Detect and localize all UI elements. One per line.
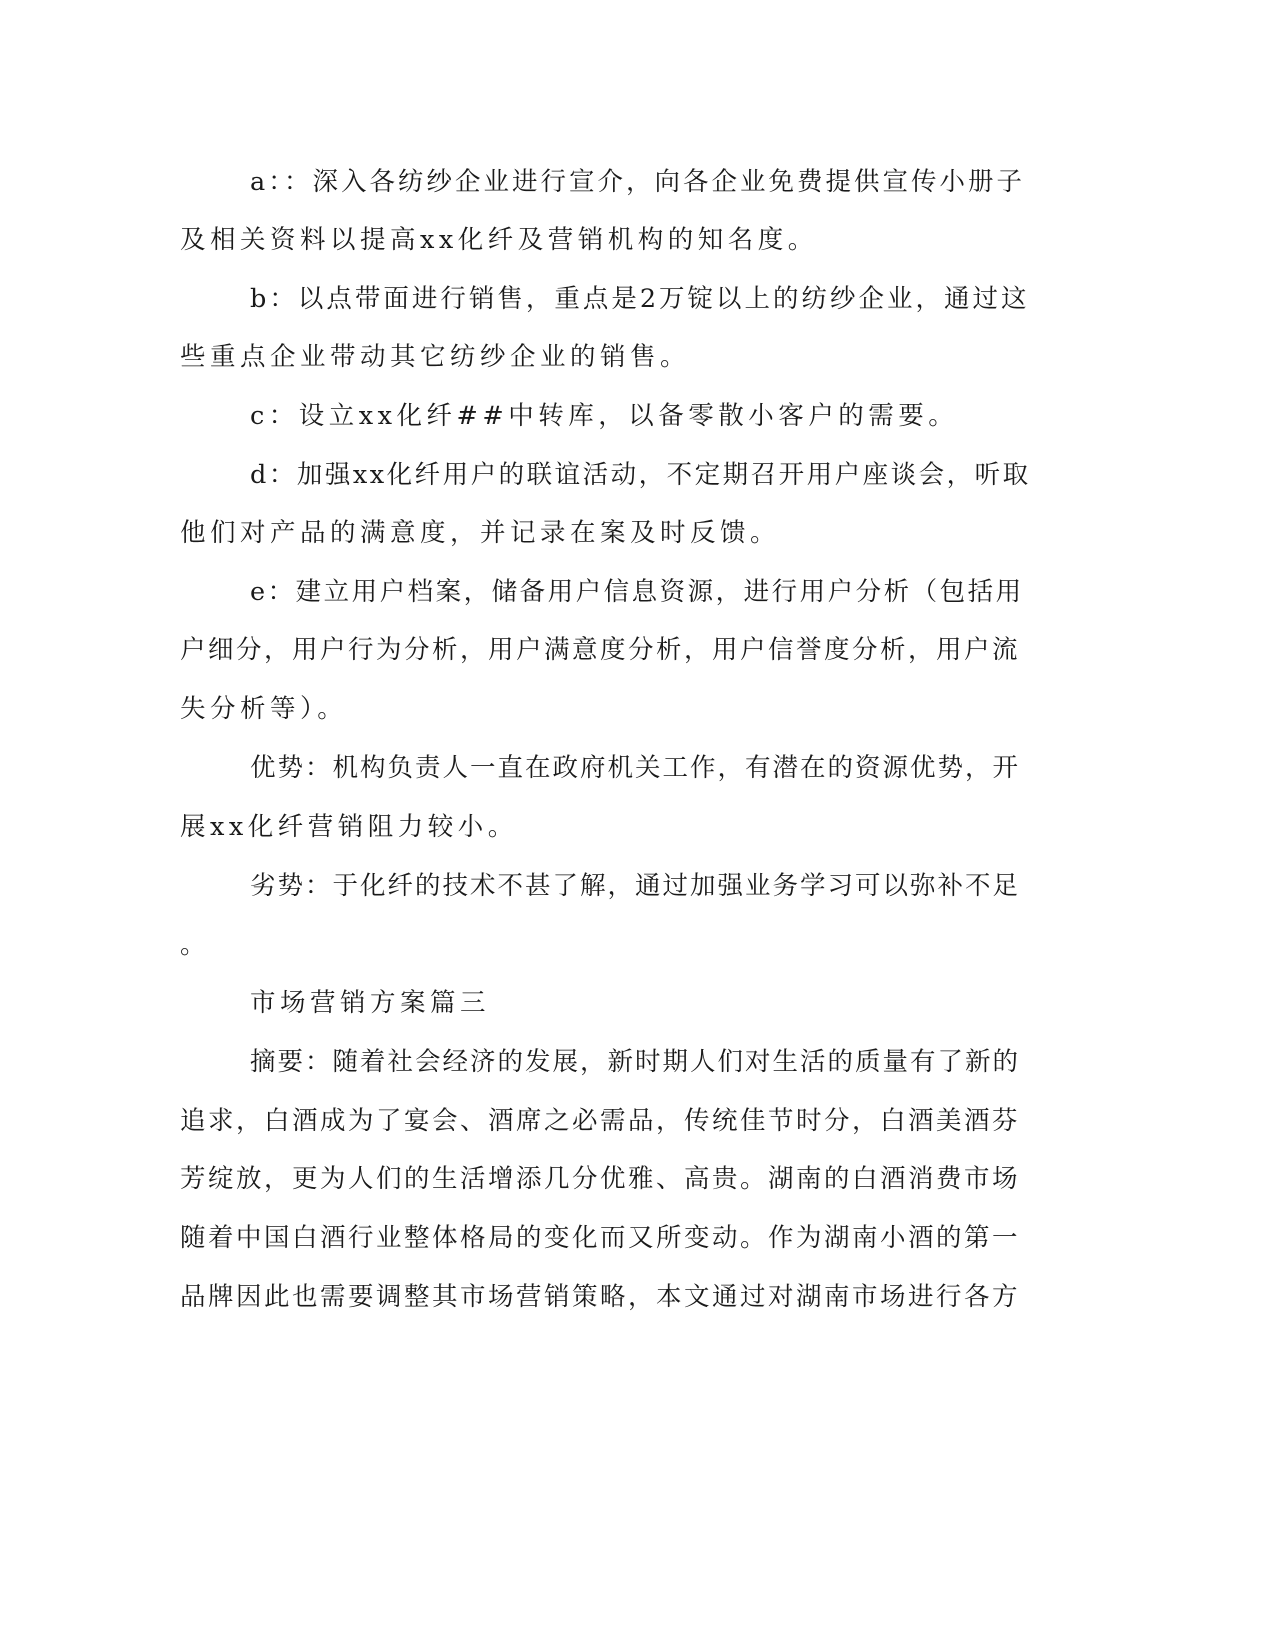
paragraph-abstract-line-2: 追求，白酒成为了宴会、酒席之必需品，传统佳节时分，白酒美酒芬 — [180, 1106, 1021, 1136]
paragraph-abstract-line-3: 芳绽放，更为人们的生活增添几分优雅、高贵。湖南的白酒消费市场 — [180, 1164, 1021, 1194]
paragraph-item-e-line-2: 户细分，用户行为分析，用户满意度分析，用户信誉度分析，用户流 — [180, 635, 1021, 665]
paragraph-item-d-line-2: 他们对产品的满意度，并记录在案及时反馈。 — [180, 518, 781, 548]
paragraph-strengths-line-1: 优势：机构负责人一直在政府机关工作，有潜在的资源优势，开 — [250, 753, 1021, 783]
paragraph-abstract-line-4: 随着中国白酒行业整体格局的变化而又所变动。作为湖南小酒的第一 — [180, 1223, 1021, 1253]
paragraph-item-a-line-1: a：：深入各纺纱企业进行宣介，向各企业免费提供宣传小册子 — [250, 167, 1025, 197]
paragraph-item-b-line-1: b：以点带面进行销售，重点是2万锭以上的纺纱企业，通过这 — [250, 284, 1030, 314]
section-heading: 市场营销方案篇三 — [250, 988, 491, 1018]
paragraph-item-e-line-1: e：建立用户档案，储备用户信息资源，进行用户分析（包括用 — [250, 577, 1024, 607]
paragraph-item-a-line-2: 及相关资料以提高xx化纤及营销机构的知名度。 — [180, 225, 818, 255]
paragraph-weaknesses-line-2: 。 — [180, 930, 211, 960]
paragraph-item-c-line-1: c：设立xx化纤##中转库，以备零散小客户的需要。 — [250, 401, 959, 431]
paragraph-strengths-line-2: 展xx化纤营销阻力较小。 — [180, 812, 518, 842]
paragraph-weaknesses-line-1: 劣势：于化纤的技术不甚了解，通过加强业务学习可以弥补不足 — [250, 871, 1021, 901]
paragraph-abstract-line-5: 品牌因此也需要调整其市场营销策略，本文通过对湖南市场进行各方 — [180, 1282, 1021, 1312]
paragraph-abstract-line-1: 摘要：随着社会经济的发展，新时期人们对生活的质量有了新的 — [250, 1047, 1021, 1077]
paragraph-item-d-line-1: d：加强xx化纤用户的联谊活动，不定期召开用户座谈会，听取 — [250, 460, 1031, 490]
paragraph-item-e-line-3: 失分析等）。 — [180, 694, 348, 724]
paragraph-item-b-line-2: 些重点企业带动其它纺纱企业的销售。 — [180, 342, 691, 372]
